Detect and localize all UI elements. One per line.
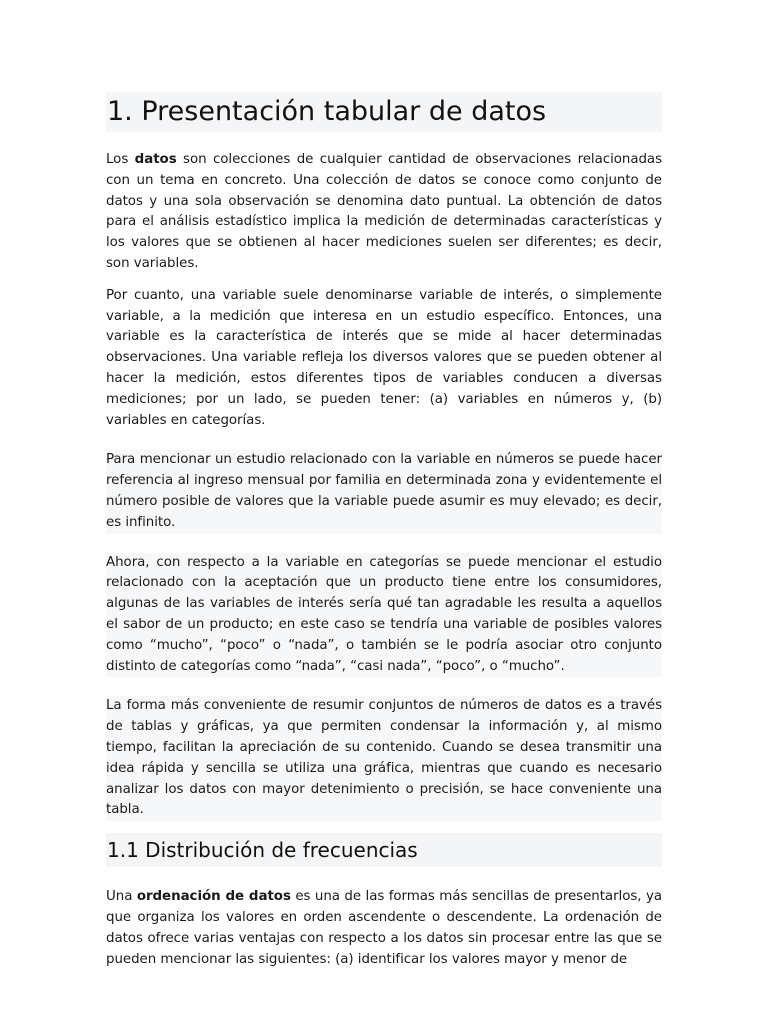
bold-term: ordenación de datos [136, 889, 291, 905]
paragraph-variable-categorias: Ahora, con respecto a la variable en categorías se puede mencionar el estudio relacionado con la aceptación que un producto tiene entre los consumidores, algunas de las variables de interés sería qué tan agradable les resulta a aquellos el sabor de un producto; en este caso se tendría una variable de posibles valores como “mucho”, “poco” o “nada”, o también se le podría asociar otro conjunto distinto de categorías como “nada”, “casi nada”, “poco”, o “mucho”. [106, 553, 662, 678]
paragraph-ordenacion [106, 887, 662, 970]
paragraph-text: son colecciones de cualquier cantidad de observaciones relacionadas con un tema en concreto. Una colección de datos se conoce como conjunto de datos y una sola observación se denomina dato puntual. La obtención de datos para el análisis estadístico implica la medición de determinadas características y los valores que se obtienen al hacer mediciones suelen ser diferentes; es decir, son variables. [106, 152, 663, 271]
paragraph-text: Los [106, 152, 135, 167]
paragraph-tablas-graficas: La forma más conveniente de resumir conjuntos de números de datos es a través de tablas y gráficas, ya que permiten condensar la información y, al mismo tiempo, facilitan la apreciación de su contenido. Cuando se desea transmitir una idea rápida y sencilla se utiliza una gráfica, mientras que cuando es necesario analizar los datos con mayor detenimiento o precisión, se hace conveniente una tabla. [106, 696, 662, 821]
bold-term: datos [134, 152, 177, 167]
paragraph-text: es una de las formas más sencillas de presentarlos, ya que organiza los valores en orden ascendente o descendente. La ordenación de datos ofrece varias ventajas con respecto a los datos sin procesar entre las que se pueden mencionar las siguientes: (a) identificar los valores mayor y menor de [106, 889, 662, 967]
paragraph-datos [106, 150, 662, 275]
paragraph-text: Una [106, 889, 137, 905]
page-title: 1. Presentación tabular de datos [106, 92, 662, 132]
paragraph-variable: Por cuanto, una variable suele denominarse variable de interés, o simplemente variable, a la medición que interesa en un estudio específico. Entonces, una variable es la característica de interés que se mide al hacer determinadas observaciones. Una variable refleja los diversos valores que se pueden obtener al hacer la medición, estos diferentes tipos de variables conducen a diversas mediciones; por un lado, se pueden tener: (a) variables en números y, (b) variables en categorías. [106, 287, 662, 428]
paragraph-variable-numeros: Para mencionar un estudio relacionado con la variable en números se puede hacer referencia al ingreso mensual por familia en determinada zona y evidentemente el número posible de valores que la variable puede asumir es muy elevado; es decir, es infinito. [106, 450, 662, 533]
section-heading: 1.1 Distribución de frecuencias [106, 833, 662, 867]
document-page [106, 92, 662, 970]
